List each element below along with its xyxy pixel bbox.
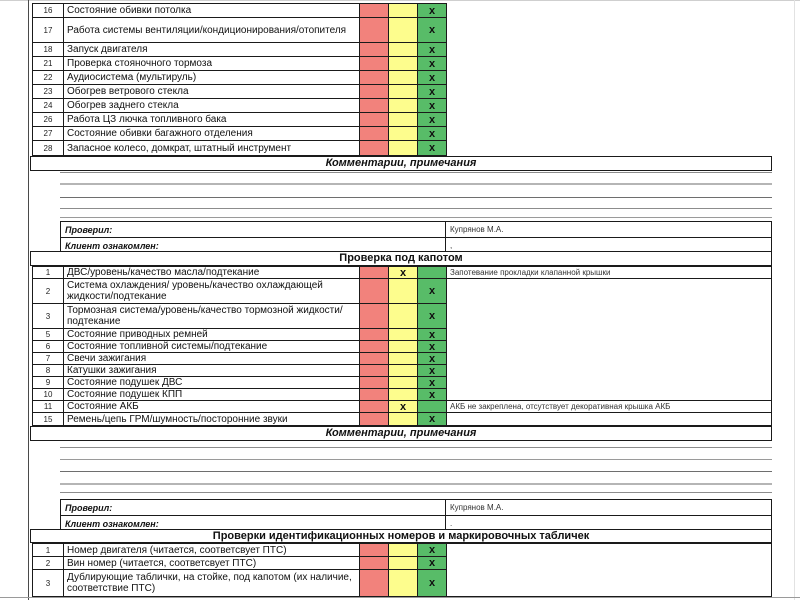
sign-box — [60, 499, 772, 532]
row-number: 16 — [33, 4, 63, 18]
row-number: 2 — [33, 279, 63, 304]
check-row — [33, 4, 446, 18]
id-numbers-table — [32, 543, 772, 597]
inspector-name: Купрянов М.А. — [450, 225, 504, 234]
check-item-label: Номер двигателя (читается, соответсвует ПТС) — [63, 544, 359, 557]
status-cell-yellow — [388, 544, 417, 557]
comment-line — [60, 172, 772, 173]
status-cell-red — [359, 113, 388, 127]
row-number: 21 — [33, 57, 63, 71]
status-cell-green — [417, 267, 446, 279]
page-right-edge — [794, 0, 795, 600]
status-cell-yellow — [388, 71, 417, 85]
comment-cell — [446, 570, 771, 596]
status-cell-yellow — [388, 365, 417, 377]
comment-line — [60, 459, 772, 460]
check-row — [33, 401, 771, 413]
check-item-label: Катушки зажигания — [63, 365, 359, 377]
status-cell-red — [359, 377, 388, 389]
row-number: 22 — [33, 71, 63, 85]
id-section-header: Проверки идентификационных номеров и маркировочных табличек — [30, 529, 772, 543]
status-cell-red — [359, 544, 388, 557]
inspector-row — [61, 222, 771, 237]
check-row — [33, 557, 771, 570]
status-cell-green-checked: x — [417, 304, 446, 329]
status-cell-red — [359, 85, 388, 99]
status-cell-red — [359, 57, 388, 71]
row-number: 8 — [33, 365, 63, 377]
status-cell-yellow — [388, 4, 417, 18]
status-cell-green-checked: x — [417, 570, 446, 596]
status-cell-green-checked: x — [417, 389, 446, 401]
status-cell-yellow-checked: x — [388, 267, 417, 279]
row-number: 9 — [33, 377, 63, 389]
comment-line — [60, 447, 772, 448]
comment-line — [60, 197, 772, 198]
comment-cell — [446, 341, 771, 353]
comment-line — [60, 217, 772, 218]
page-left-border — [28, 0, 29, 600]
status-cell-green-checked: x — [417, 544, 446, 557]
comment-cell — [446, 377, 771, 389]
comment-cell — [446, 279, 771, 304]
check-row — [33, 413, 771, 425]
status-cell-green-checked: x — [417, 353, 446, 365]
underhood-section-header: Проверка под капотом — [30, 251, 772, 266]
comment-cell — [446, 329, 771, 341]
comment-cell — [446, 389, 771, 401]
check-row — [33, 141, 446, 155]
row-number: 27 — [33, 127, 63, 141]
comment-cell: Запотевание прокладки клапанной крышки — [446, 267, 771, 279]
status-cell-yellow — [388, 99, 417, 113]
check-row — [33, 329, 771, 341]
status-cell-yellow — [388, 304, 417, 329]
comment-cell — [446, 353, 771, 365]
status-cell-yellow — [388, 341, 417, 353]
status-cell-green-checked: x — [417, 71, 446, 85]
status-cell-yellow — [388, 570, 417, 596]
comment-line — [60, 492, 772, 493]
status-cell-yellow — [388, 377, 417, 389]
check-item-label: Система охлаждения/ уровень/качество охлаждающей жидкости/подтекание — [63, 279, 359, 304]
inspector-label: Проверил: — [61, 222, 446, 237]
status-cell-green-checked: x — [417, 99, 446, 113]
status-cell-red — [359, 401, 388, 413]
row-number: 24 — [33, 99, 63, 113]
status-cell-green-checked: x — [417, 141, 446, 155]
comment-cell: АКБ не закреплена, отсутствует декоративная крышка АКБ — [446, 401, 771, 413]
check-row — [33, 57, 446, 71]
check-item-label: Обогрев ветрового стекла — [63, 85, 359, 99]
check-item-label: Состояние обивки потолка — [63, 4, 359, 18]
row-number: 1 — [33, 267, 63, 279]
check-item-label: Аудиосистема (мультируль) — [63, 71, 359, 85]
check-item-label: Вин номер (читается, соответсвует ПТС) — [63, 557, 359, 570]
page-top-edge — [0, 0, 800, 1]
row-number: 1 — [33, 544, 63, 557]
check-item-label: Состояние топливной системы/подтекание — [63, 341, 359, 353]
comments-section-header: Комментарии, примечания — [30, 426, 772, 441]
check-item-label: Работа ЦЗ лючка топливного бака — [63, 113, 359, 127]
check-row — [33, 85, 446, 99]
comment-cell — [446, 413, 771, 425]
check-item-label: Запасное колесо, домкрат, штатный инструмент — [63, 141, 359, 155]
check-row — [33, 43, 446, 57]
status-cell-yellow — [388, 557, 417, 570]
status-cell-green-checked: x — [417, 279, 446, 304]
status-cell-red — [359, 389, 388, 401]
comment-line — [60, 471, 772, 472]
row-number: 7 — [33, 353, 63, 365]
status-cell-red — [359, 341, 388, 353]
check-row — [33, 544, 771, 557]
check-item-label: ДВС/уровень/качество масла/подтекание — [63, 267, 359, 279]
check-row — [33, 267, 771, 279]
check-item-label: Состояние подушек КПП — [63, 389, 359, 401]
check-item-label: Состояние АКБ — [63, 401, 359, 413]
row-number: 23 — [33, 85, 63, 99]
interior-check-table — [32, 3, 447, 156]
check-item-label: Состояние подушек ДВС — [63, 377, 359, 389]
status-cell-yellow — [388, 141, 417, 155]
row-number: 26 — [33, 113, 63, 127]
row-number: 6 — [33, 341, 63, 353]
status-cell-green-checked: x — [417, 43, 446, 57]
check-row — [33, 389, 771, 401]
status-cell-green-checked: x — [417, 557, 446, 570]
comment-line — [60, 483, 772, 485]
status-cell-green — [417, 401, 446, 413]
status-cell-red — [359, 557, 388, 570]
check-row — [33, 127, 446, 141]
status-cell-yellow — [388, 279, 417, 304]
row-number: 2 — [33, 557, 63, 570]
inspector-row — [61, 500, 771, 515]
comment-cell — [446, 544, 771, 557]
row-number: 3 — [33, 304, 63, 329]
status-cell-red — [359, 570, 388, 596]
status-cell-green-checked: x — [417, 113, 446, 127]
status-cell-red — [359, 127, 388, 141]
status-cell-yellow — [388, 113, 417, 127]
status-cell-red — [359, 71, 388, 85]
row-number: 5 — [33, 329, 63, 341]
inspector-label: Проверил: — [61, 500, 446, 515]
status-cell-yellow — [388, 329, 417, 341]
status-cell-yellow — [388, 127, 417, 141]
status-cell-yellow — [388, 413, 417, 425]
check-item-label: Проверка стояночного тормоза — [63, 57, 359, 71]
row-number: 3 — [45, 578, 51, 588]
row-number: 15 — [43, 414, 53, 424]
client-ack-label: Клиент ознакомлен: — [61, 238, 446, 253]
status-cell-red — [359, 4, 388, 18]
comment-cell — [446, 304, 771, 329]
check-row — [33, 71, 446, 85]
row-number: 28 — [43, 143, 53, 153]
client-ack-value: . — [450, 519, 453, 528]
status-cell-red — [359, 18, 388, 43]
check-row — [33, 341, 771, 353]
status-cell-green-checked: x — [417, 365, 446, 377]
check-item-label: Тормозная система/уровень/качество тормозной жидкости/подтекание — [63, 304, 359, 329]
status-cell-yellow — [388, 353, 417, 365]
check-item-label: Состояние приводных ремней — [63, 329, 359, 341]
status-cell-green-checked: x — [417, 341, 446, 353]
status-cell-yellow — [388, 389, 417, 401]
status-cell-green-checked: x — [417, 377, 446, 389]
comment-line — [60, 183, 772, 185]
check-item-label: Состояние обивки багажного отделения — [63, 127, 359, 141]
row-number: 17 — [33, 18, 63, 43]
client-ack-value: , — [450, 241, 453, 250]
row-number: 18 — [33, 43, 63, 57]
check-item-label: Запуск двигателя — [63, 43, 359, 57]
status-cell-yellow — [388, 18, 417, 43]
check-row — [33, 377, 771, 389]
status-cell-green-checked: x — [417, 18, 446, 43]
page-bottom-edge — [0, 597, 800, 598]
status-cell-yellow — [388, 85, 417, 99]
check-item-label: Свечи зажигания — [63, 353, 359, 365]
status-cell-red — [359, 413, 388, 425]
comment-line — [60, 208, 772, 209]
comments-section-header: Комментарии, примечания — [30, 156, 772, 171]
inspector-name: Купрянов М.А. — [450, 503, 504, 512]
status-cell-yellow-checked: x — [388, 401, 417, 413]
status-cell-green-checked: x — [417, 413, 446, 425]
check-row — [33, 365, 771, 377]
underhood-check-table — [32, 266, 772, 426]
status-cell-red — [359, 141, 388, 155]
status-cell-green-checked: x — [417, 57, 446, 71]
status-cell-green-checked: x — [417, 329, 446, 341]
client-ack-label: Клиент ознакомлен: — [61, 516, 446, 531]
status-cell-yellow — [388, 57, 417, 71]
status-cell-red — [359, 279, 388, 304]
row-number: 11 — [33, 401, 63, 413]
check-item-label: Работа системы вентиляции/кондиционирования/отопителя — [63, 18, 359, 43]
status-cell-red — [359, 304, 388, 329]
check-row — [33, 570, 771, 596]
check-item-label: Дублирующие таблички, на стойке, под капотом (их наличие, соответствие ПТС) — [63, 570, 359, 596]
check-row — [33, 279, 771, 304]
check-row — [33, 353, 771, 365]
check-row — [33, 304, 771, 329]
check-row — [33, 113, 446, 127]
sign-box — [60, 221, 772, 254]
comment-cell — [446, 365, 771, 377]
status-cell-red — [359, 43, 388, 57]
check-item-label: Ремень/цепь ГРМ/шумность/посторонние звуки — [63, 413, 359, 425]
status-cell-red — [359, 267, 388, 279]
check-row — [33, 99, 446, 113]
status-cell-red — [359, 99, 388, 113]
status-cell-green-checked: x — [417, 4, 446, 18]
comment-cell — [446, 557, 771, 570]
status-cell-red — [359, 365, 388, 377]
check-row — [33, 18, 446, 43]
status-cell-yellow — [388, 43, 417, 57]
status-cell-green-checked: x — [417, 127, 446, 141]
row-number: 10 — [33, 389, 63, 401]
status-cell-green-checked: x — [417, 85, 446, 99]
status-cell-red — [359, 329, 388, 341]
status-cell-red — [359, 353, 388, 365]
check-item-label: Обогрев заднего стекла — [63, 99, 359, 113]
